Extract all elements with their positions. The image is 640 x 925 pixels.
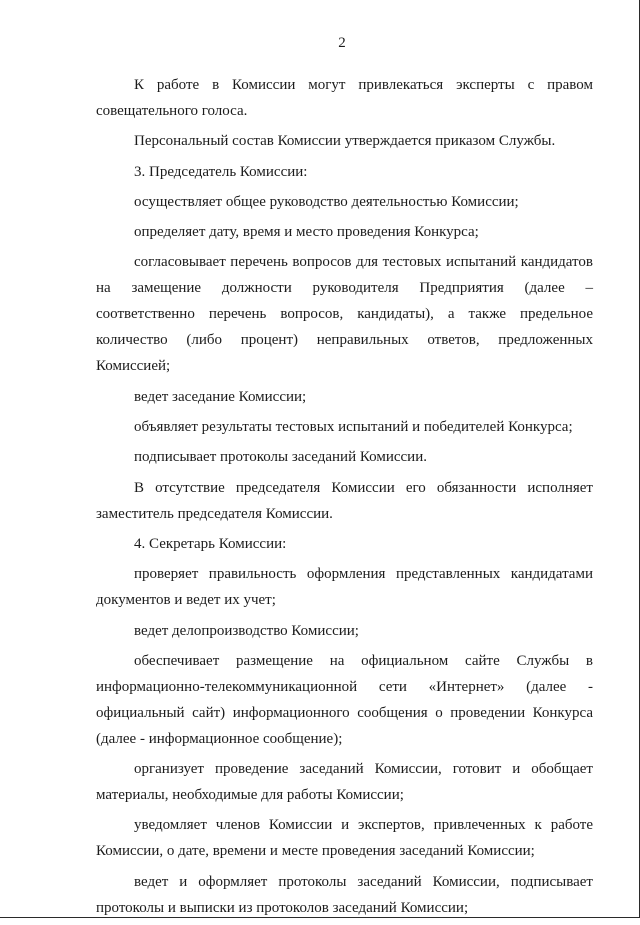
paragraph-composition: Персональный состав Комиссии утверждается приказом Службы. xyxy=(134,133,556,150)
list-item: объявляет результаты тестовых испытаний и победителей Конкурса; xyxy=(134,419,573,436)
list-item: подписывает протоколы заседаний Комиссии. xyxy=(134,449,427,466)
list-item: проверяет правильность оформления представленных кандидатами документов и ведет их учет; xyxy=(96,566,593,609)
list-item: уведомляет членов Комиссии и экспертов, привлеченных к работе Комиссии, о дате, времени и месте проведения заседаний Комиссии; xyxy=(96,817,593,860)
page-number: 2 xyxy=(338,35,346,51)
list-item: определяет дату, время и место проведения Конкурса; xyxy=(134,224,479,241)
document-body xyxy=(96,72,593,925)
list-item: обеспечивает размещение на официальном сайте Службы в информационно-телекоммуникационной сети «Интернет» (далее - официальный сайт) информационного сообщения о проведении Конкурса (далее - информационное сообщение); xyxy=(96,652,593,747)
list-item: организует проведение заседаний Комиссии, готовит и обобщает материалы, необходимые для работы Комиссии; xyxy=(96,761,593,804)
section-heading-secretary: 4. Секретарь Комиссии: xyxy=(134,535,287,552)
list-item: ведет делопроизводство Комиссии; xyxy=(134,622,359,639)
section-heading-chairman: 3. Председатель Комиссии: xyxy=(134,163,308,180)
paragraph-deputy: В отсутствие председателя Комиссии его обязанности исполняет заместитель председателя Комиссии. xyxy=(96,479,593,522)
list-item: согласовывает перечень вопросов для тестовых испытаний кандидатов на замещение должности руководителя Предприятия (далее – соответственно перечень вопросов, кандидаты), а также предельное количество (либо процент) неправильных ответов, предложенных Комиссией; xyxy=(96,254,593,375)
list-item: ведет заседание Комиссии; xyxy=(134,388,307,405)
paragraph-experts: К работе в Комиссии могут привлекаться эксперты с правом совещательного голоса. xyxy=(96,77,593,119)
list-item: ведет и оформляет протоколы заседаний Комиссии, подписывает протоколы и выписки из протоколов заседаний Комиссии; xyxy=(96,873,593,916)
list-item: осуществляет общее руководство деятельностью Комиссии; xyxy=(134,193,519,210)
